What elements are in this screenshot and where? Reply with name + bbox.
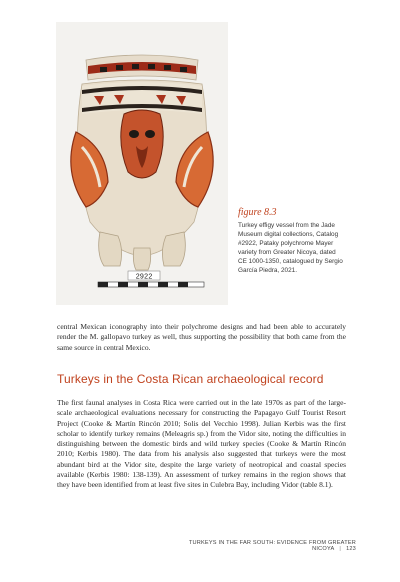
figure-caption-text: Turkey effigy vessel from the Jade Museum digital collections, Catalog #2922, Pataky polychrome Mayer variety from Greater Nicoya, dated CE 1000-1350, catalogued by Sergio García Piedra, 2021. [238,222,343,275]
body-paragraph-2: The first faunal analyses in Costa Rica were carried out in the late 1970s as part of the large-scale archaeological evaluations necessary for constructing the Papagayo Gulf Tourist Resort Project (Cooke & Martín Rincón 2010; Solis del Vecchio 1998). Julian Kerbis was the first scholar to identify turkey remains (Meleagris sp.) from the Vidor site, noting the difficulties in distinguishing between the domestic birds and wild turkey species (Cooke & Martín Rincón 2010; Kerbis 1980). The data from his analysis also suggested that turkeys were the most abundant bird at the Vidor site, despite the large variety of neotropical and coastal species available (Kerbis 1980: 138-139). An assessment of turkey remains in the region shows that they have been identified from at least five sites in Culebra Bay, including Vidor (table 8.1). [57,398,346,490]
catalog-tag: 2922 [135,273,153,282]
page-footer [170,540,356,552]
footer-separator: | [339,546,342,552]
page-number: 123 [346,546,356,552]
body-paragraph-1: central Mexican iconography into their polychrome designs and had been able to accurately render the M. gallopavo turkey as well, thus supporting the possibility that both came from the same source in central Mexico. [57,322,346,352]
figure-photo [56,22,228,305]
running-title: TURKEYS IN THE FAR SOUTH: EVIDENCE FROM GREATER NICOYA [188,540,356,552]
figure-caption [238,207,346,276]
figure-label: figure 8.3 [238,207,277,218]
section-heading: Turkeys in the Costa Rican archaeological record [57,372,324,386]
